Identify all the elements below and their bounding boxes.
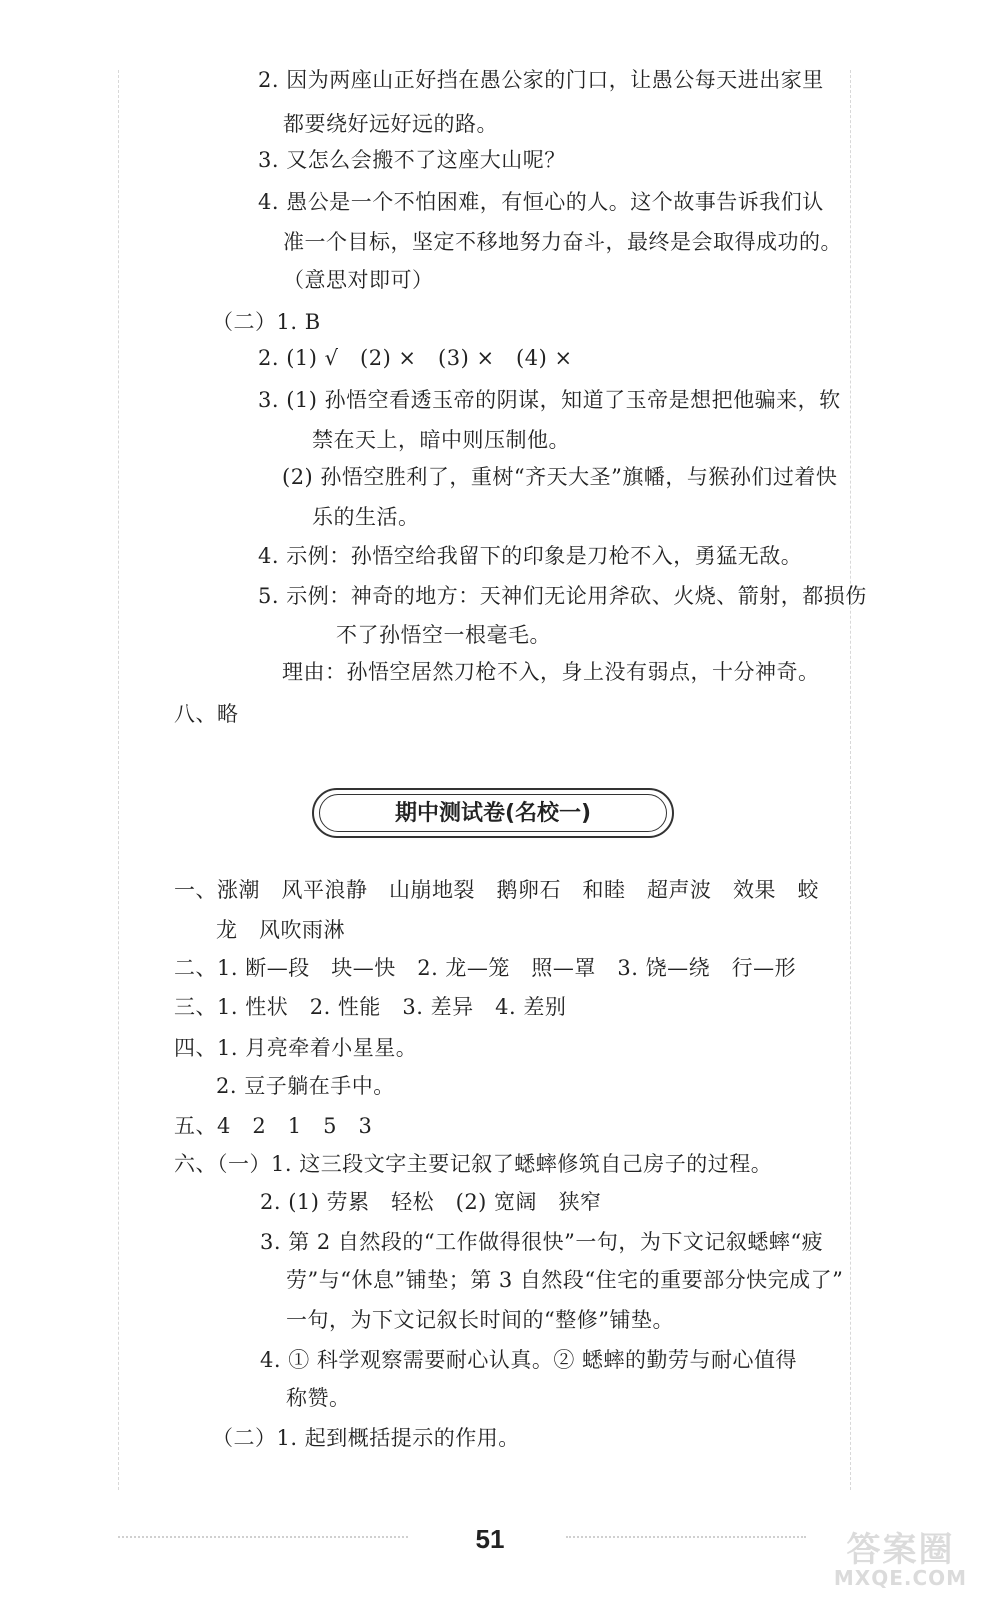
answer-line: 一、涨潮 风平浪静 山崩地裂 鹅卵石 和睦 超声波 效果 蛟 — [174, 878, 819, 902]
answer-line: 不了孙悟空一根毫毛。 — [336, 623, 551, 647]
answer-line: 称赞。 — [286, 1386, 351, 1410]
answer-line: 4. ① 科学观察需要耐心认真。② 蟋蟀的勤劳与耐心值得 — [260, 1348, 798, 1372]
answer-line: 三、1. 性状 2. 性能 3. 差异 4. 差别 — [174, 995, 567, 1019]
answer-line: 四、1. 月亮牵着小星星。 — [174, 1036, 418, 1060]
footer-dotted-rule — [566, 1536, 806, 1538]
answer-line: 理由：孙悟空居然刀枪不入，身上没有弱点，十分神奇。 — [282, 660, 820, 684]
answer-line: 禁在天上，暗中则压制他。 — [312, 428, 570, 452]
answer-line: 2. (1) 劳累 轻松 (2) 宽阔 狭窄 — [260, 1190, 602, 1214]
answer-line: 2. (1) √ (2) × (3) × (4) × — [258, 346, 573, 370]
answer-line: 2. 豆子躺在手中。 — [216, 1074, 395, 1098]
answer-line: 2. 因为两座山正好挡在愚公家的门口，让愚公每天进出家里 — [258, 68, 824, 92]
watermark-logo — [813, 1522, 988, 1594]
answer-line: 六、（一）1. 这三段文字主要记叙了蟋蟀修筑自己房子的过程。 — [174, 1152, 773, 1176]
answer-line: 4. 示例：孙悟空给我留下的印象是刀枪不入，勇猛无敌。 — [258, 544, 803, 568]
section-title-box — [312, 788, 674, 838]
answer-line: 劳”与“休息”铺垫；第 3 自然段“住宅的重要部分快完成了” — [286, 1268, 844, 1292]
answer-line: 准一个目标，坚定不移地努力奋斗，最终是会取得成功的。 — [283, 230, 842, 254]
answer-line: 龙 风吹雨淋 — [216, 918, 345, 942]
answer-line: 5. 示例：神奇的地方：天神们无论用斧砍、火烧、箭射，都损伤 — [258, 584, 867, 608]
answer-line: 3. 又怎么会搬不了这座大山呢？ — [258, 148, 566, 172]
watermark-glyphs: 答案圈 — [846, 1530, 955, 1570]
answer-line: 一句，为下文记叙长时间的“整修”铺垫。 — [286, 1308, 674, 1332]
answer-line: （二）1. 起到概括提示的作用。 — [212, 1426, 520, 1450]
footer-dotted-rule — [118, 1536, 408, 1538]
answer-line: 五、4 2 1 5 3 — [174, 1114, 373, 1138]
answer-line: 二、1. 断—段 块—快 2. 龙—笼 照—罩 3. 饶—绕 行—形 — [174, 956, 797, 980]
left-margin-line — [118, 70, 119, 1490]
answer-line: （二）1. B — [212, 310, 321, 334]
answer-line: 4. 愚公是一个不怕困难，有恒心的人。这个故事告诉我们认 — [258, 190, 824, 214]
answer-line: 都要绕好远好远的路。 — [283, 112, 498, 136]
answer-line: 3. (1) 孙悟空看透玉帝的阴谋，知道了玉帝是想把他骗来，软 — [258, 388, 841, 412]
answer-line: （意思对即可） — [283, 268, 434, 292]
section-title: 期中测试卷(名校一) — [394, 801, 592, 826]
watermark-site: MXQE.COM — [833, 1566, 968, 1590]
page-number: 51 — [475, 1524, 505, 1554]
answer-line: 八、略 — [174, 702, 239, 726]
answer-line: (2) 孙悟空胜利了，重树“齐天大圣”旗幡，与猴孙们过着快 — [282, 465, 838, 489]
answer-line: 乐的生活。 — [312, 505, 420, 529]
answer-line: 3. 第 2 自然段的“工作做得很快”一句，为下文记叙蟋蟀“疲 — [260, 1230, 824, 1254]
right-margin-line — [850, 70, 851, 1490]
